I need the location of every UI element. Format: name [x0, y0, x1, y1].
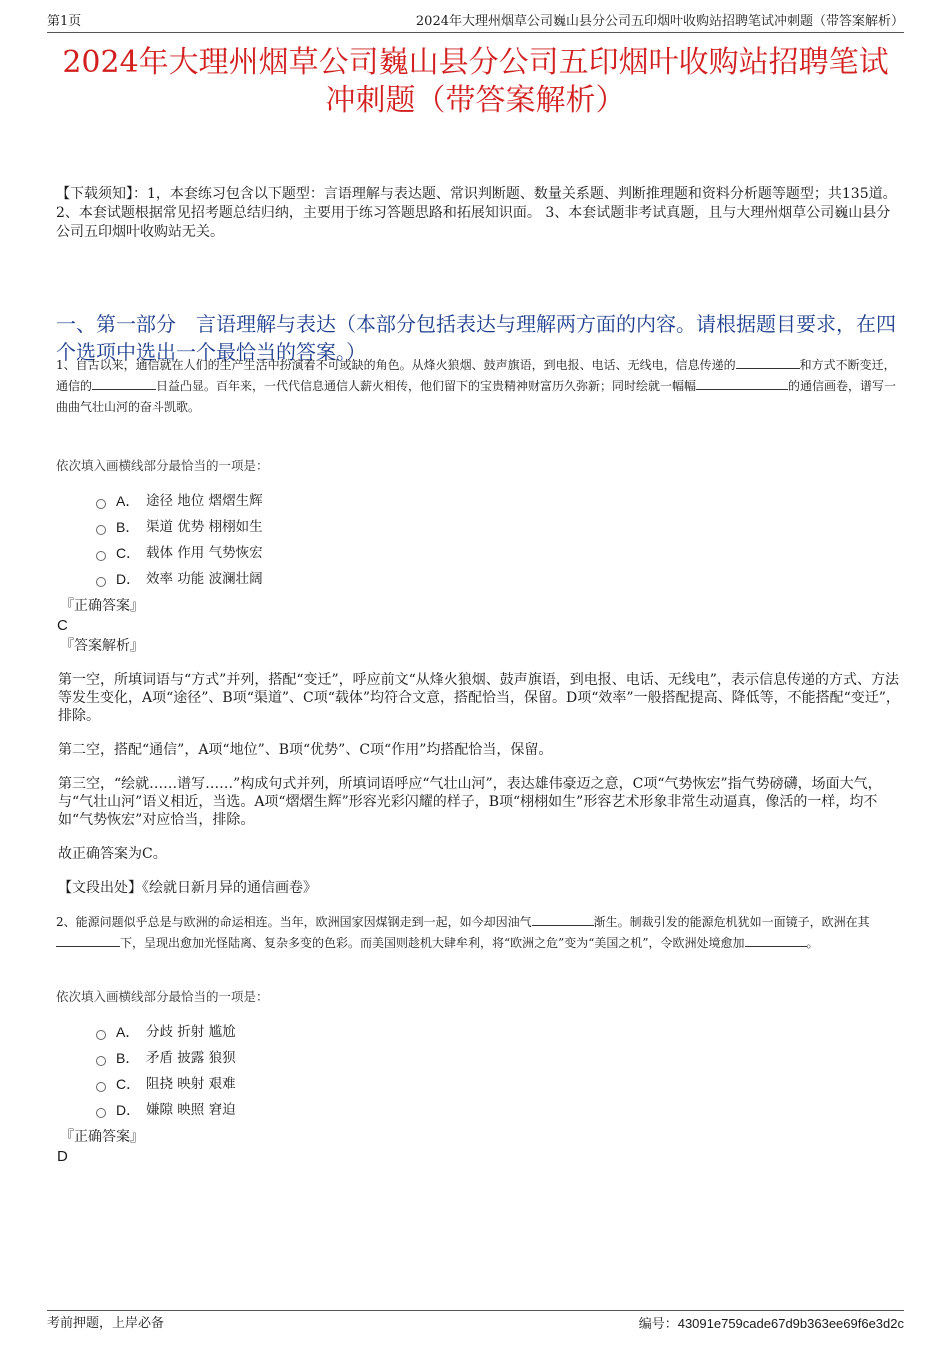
q2-stem-part-b: 渐生。制裁引发的能源危机犹如一面镜子，欧洲在其	[593, 915, 870, 929]
question-1-prompt: 依次填入画横线部分最恰当的一项是：	[56, 458, 269, 473]
title-line-2: 冲刺题（带答案解析）	[325, 83, 626, 118]
q1-conclusion: 故正确答案为C。	[58, 846, 167, 862]
q1-blank-3	[696, 377, 788, 390]
q2-option-d[interactable]: D． 嫌隙 映照 窘迫	[96, 1097, 236, 1123]
question-2-prompt: 依次填入画横线部分最恰当的一项是：	[56, 989, 269, 1004]
q1-analysis-paragraph-1: 第一空，所填词语与“方式”并列，搭配“变迁”，呼应前文“从烽火狼烟、鼓声旗语，到电报、电话、无线电”，表示信息传递的方式、方法等发生变化，A项“途径”、B项“渠道”、C项“载体”均符合文意，搭配恰当，保留。D项“效率”一般搭配提高、降低等，不能搭配“变迁”，排除。	[58, 672, 900, 724]
page-header	[47, 10, 904, 33]
radio-icon[interactable]	[96, 1082, 106, 1092]
q1-option-a[interactable]: A． 途径 地位 熠熠生辉	[96, 488, 263, 514]
question-2-options	[96, 1019, 236, 1123]
q1-blank-1	[736, 356, 800, 369]
q1-option-d[interactable]: D． 效率 功能 波澜壮阔	[96, 566, 263, 592]
footer-code-label: 编号：	[638, 1317, 678, 1332]
q1-answer: C	[57, 617, 68, 634]
q2-answer-label: 『正确答案』	[60, 1129, 144, 1145]
question-1-options	[96, 488, 263, 592]
q2-answer: D	[57, 1148, 68, 1165]
q2-option-c[interactable]: C． 阻挠 映射 艰难	[96, 1071, 236, 1097]
radio-icon[interactable]	[96, 499, 106, 509]
footer-code	[639, 1314, 904, 1335]
q1-analysis-paragraph-3: 第三空，“绘就……谱写……”构成句式并列，所填词语呼应“气壮山河”，表达雄伟豪迈之意，C项“气势恢宏”指气势磅礴，场面大气，与“气壮山河”语义相近，当选。A项“熠熠生辉”形容光彩闪耀的样子，B项“栩栩如生”形容艺术形象非常生动逼真，像活的一样，均不如“气势恢宏”对应恰当，排除。	[58, 776, 882, 828]
footer-code-value: 43091e759cade67d9b363ee69f6e3d2c	[677, 1316, 904, 1331]
download-notice: 【下载须知】：1，本套练习包含以下题型：言语理解与表达题、常识判断题、数量关系题、判断推理题和资料分析题等题型；共135道。 2、本套试题根据常见招考题总结归纳，主要用于练习答题思路和拓展知识面。 3、本套试题非考试真题，且与大理州烟草公司巍山县分公司五印烟叶收购站无关。	[56, 186, 897, 240]
radio-icon[interactable]	[96, 525, 106, 535]
q1-analysis-label: 『答案解析』	[60, 638, 144, 654]
question-1-stem	[56, 355, 900, 418]
page-footer	[47, 1310, 904, 1335]
radio-icon[interactable]	[96, 1108, 106, 1118]
radio-icon[interactable]	[96, 1030, 106, 1040]
q2-stem-part-c: 下，呈现出愈加光怪陆离、复杂多变的色彩。而美国则趁机大肆牟利，将“欧洲之危”变为“美国之机”，令欧洲处境愈加	[120, 936, 745, 950]
radio-icon[interactable]	[96, 551, 106, 561]
q2-blank-1	[532, 913, 594, 926]
section-heading: 一、第一部分 言语理解与表达（本部分包括表达与理解两方面的内容。请根据题目要求，在四个选项中选出一个最恰当的答案。）	[56, 312, 896, 364]
radio-icon[interactable]	[96, 577, 106, 587]
question-2-stem	[56, 912, 900, 954]
q1-blank-2	[92, 377, 156, 390]
q2-stem-part-a: 2、能源问题似乎总是与欧洲的命运相连。当年，欧洲国家因煤钢走到一起，如今却因油气	[56, 915, 532, 929]
q2-stem-part-d: 。	[806, 936, 819, 950]
running-title: 2024年大理州烟草公司巍山县分公司五印烟叶收购站招聘笔试冲刺题（带答案解析）	[415, 14, 904, 29]
q2-option-b[interactable]: B． 矛盾 披露 狼狈	[96, 1045, 236, 1071]
footer-slogan: 考前押题，上岸必备	[47, 1316, 165, 1331]
radio-icon[interactable]	[96, 1056, 106, 1066]
page-number: 第1页	[47, 14, 82, 29]
document-title	[47, 44, 904, 120]
q1-stem-part-b: 和方式不断变迁，通信的	[56, 358, 896, 393]
q1-option-c[interactable]: C． 载体 作用 气势恢宏	[96, 540, 263, 566]
q1-source: 【文段出处】《绘就日新月异的通信画卷》	[58, 880, 317, 896]
q1-option-b[interactable]: B． 渠道 优势 栩栩如生	[96, 514, 263, 540]
q2-option-a[interactable]: A． 分歧 折射 尴尬	[96, 1019, 236, 1045]
q1-stem-part-d: 的通信画卷，谱写一曲曲气壮山河的奋斗凯歌。	[56, 379, 897, 414]
q1-analysis-paragraph-2: 第二空，搭配“通信”，A项“地位”、B项“优势”、C项“作用”均搭配恰当，保留。	[58, 742, 553, 758]
q1-stem-part-c: 日益凸显。百年来，一代代信息通信人薪火相传，他们留下的宝贵精神财富历久弥新；同时绘就一幅幅	[156, 379, 697, 393]
q2-blank-3	[745, 934, 807, 947]
q2-blank-2	[56, 934, 120, 947]
title-line-1: 2024年大理州烟草公司巍山县分公司五印烟叶收购站招聘笔试	[62, 45, 889, 80]
q1-stem-part-a: 1、自古以来，通信就在人们的生产生活中扮演着不可或缺的角色。从烽火狼烟、鼓声旗语，到电报、电话、无线电，信息传递的	[56, 358, 736, 372]
q1-answer-label: 『正确答案』	[60, 598, 144, 614]
